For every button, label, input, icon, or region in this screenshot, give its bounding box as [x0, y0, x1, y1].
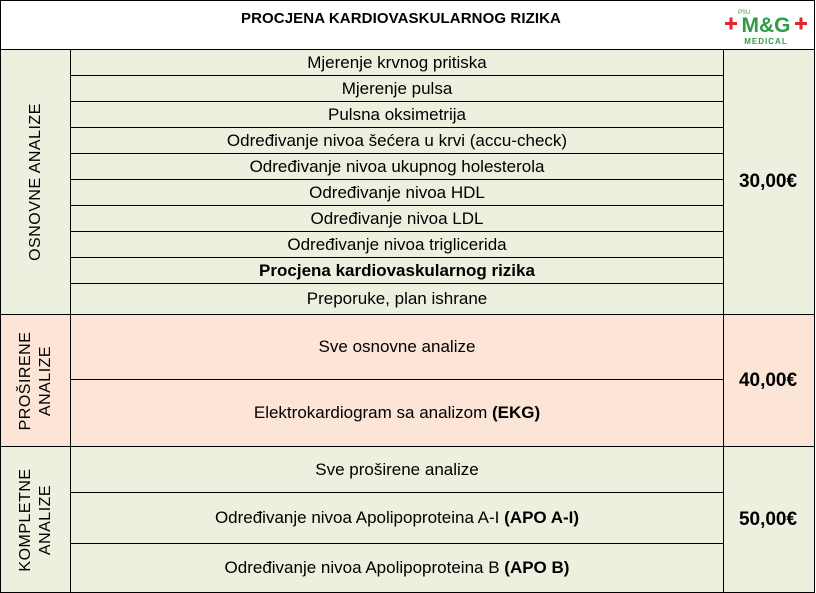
section-extended-label-line2: ANALIZE	[36, 345, 54, 416]
table-row: Mjerenje krvnog pritiska	[71, 50, 723, 76]
section-complete-side	[1, 447, 71, 592]
row-text: Elektrokardiogram sa analizom	[253, 403, 492, 422]
row-text: Određivanje nivoa Apolipoproteina A-I	[214, 508, 505, 527]
section-extended-rows	[71, 315, 724, 446]
table-row: Određivanje nivoa triglicerida	[71, 232, 723, 258]
table-row: Mjerenje pulsa	[71, 76, 723, 102]
table-row: Preporuke, plan ishrane	[306, 289, 488, 308]
table-row	[71, 493, 723, 544]
logo-mg-text: M&G	[741, 14, 791, 37]
table-row	[71, 544, 723, 592]
title-row	[0, 0, 815, 50]
section-complete	[0, 447, 815, 593]
section-extended-label-line1: PROŠIRENE	[16, 331, 34, 430]
table-row: Sve proširene analize	[71, 447, 723, 493]
table-row-highlight: Procjena kardiovaskularnog rizika	[71, 258, 723, 284]
table-row: Sve osnovne analize	[71, 315, 723, 380]
row-code: (EKG)	[491, 403, 541, 422]
table-row: Određivanje nivoa šećera u krvi (accu-check)	[71, 128, 723, 154]
table-row	[71, 380, 723, 446]
price-basic: 30,00€	[738, 171, 798, 192]
row-text: Određivanje nivoa Apolipoproteina B	[224, 558, 505, 577]
page-title: PROCJENA KARDIOVASKULARNOG RIZIKA	[241, 10, 561, 27]
section-extended-side	[1, 315, 71, 446]
section-basic-rows	[71, 50, 724, 314]
row-code: (APO A-I)	[504, 508, 580, 527]
logo-psu-text: PSU	[738, 10, 751, 16]
section-basic-side	[1, 50, 71, 314]
logo-medical-text: MEDICAL	[744, 37, 788, 46]
logo-cross-left-v	[730, 18, 733, 30]
price-complete: 50,00€	[738, 508, 798, 530]
table-row: Određivanje nivoa HDL	[71, 180, 723, 206]
section-extended-label	[16, 331, 56, 430]
logo-cross-right-v	[800, 18, 803, 30]
section-basic	[0, 50, 815, 315]
section-complete-label-line1: KOMPLETNE	[16, 467, 34, 572]
section-complete-label	[16, 468, 56, 571]
mg-medical-logo-icon	[724, 5, 808, 47]
section-basic-label: OSNOVNE ANALIZE	[26, 103, 44, 261]
table-row: Određivanje nivoa LDL	[71, 206, 723, 232]
table-row: Određivanje nivoa ukupnog holesterola	[71, 154, 723, 180]
table-row: Pulsna oksimetrija	[71, 102, 723, 128]
section-extended	[0, 315, 815, 447]
row-code: (APO B)	[504, 558, 570, 577]
section-complete-label-line2: ANALIZE	[36, 484, 54, 555]
price-extended: 40,00€	[738, 369, 798, 391]
section-complete-rows	[71, 447, 724, 592]
